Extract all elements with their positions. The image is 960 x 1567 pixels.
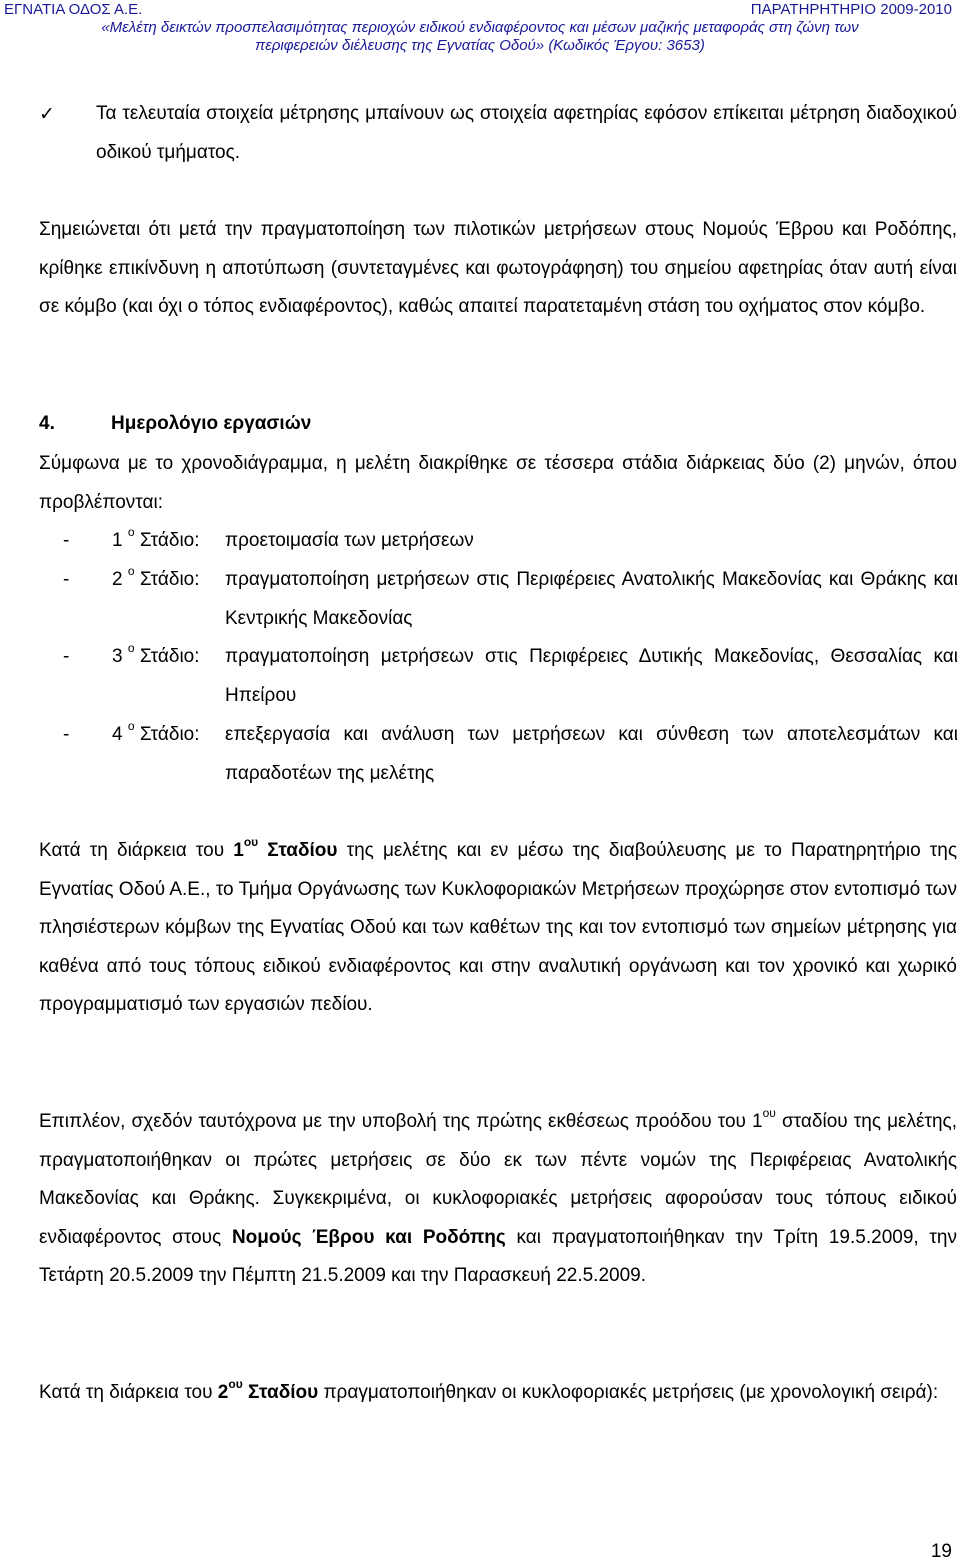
stage-description: πραγματοποίηση μετρήσεων στις Περιφέρειες Ανατολικής Μακεδονίας και Θράκης και Κεντρικής Μακεδονίας <box>225 569 958 629</box>
note-text: Σημειώνεται ότι μετά την πραγματοποίηση των πιλοτικών μετρήσεων στους Νομούς Έβρου και Ροδόπης, κρίθηκε επικίνδυνη η αποτύπωση (συντεταγμένες και φωτογράφηση) του σημείου αφετηρίας όταν αυτή είναι σε κόμβο (και όχι ο τόπος ενδιαφέροντος), καθώς απαιτεί παρατεταμένη στάση του οχήματος στον κόμβο. <box>39 219 957 317</box>
stage2-text: Κατά τη διάρκεια του $2^{o\upsilon}$ Σταδίου πραγματοποιήθηκαν οι κυκλοφοριακές μετρήσεις (με χρονολογική σειρά): <box>39 1376 939 1403</box>
stage-description: πραγματοποίηση μετρήσεων στις Περιφέρειες Δυτικής Μακεδονίας, Θεσσαλίας και Ηπείρου <box>225 646 958 706</box>
stage-word: Στάδιο: <box>139 646 200 667</box>
stage2-bold: $2^{o\upsilon}$ Σταδίου <box>217 1376 319 1403</box>
page-number: 19 <box>930 1541 952 1562</box>
stage-number: 1 <box>112 530 123 551</box>
header-organization: ΕΓΝΑΤΙΑ ΟΔΟΣ Α.Ε. <box>4 1 143 18</box>
stage-word: Στάδιο: <box>139 569 200 590</box>
stage-description: επεξεργασία και ανάλυση των μετρήσεων και σύνθεση των αποτελεσμάτων και παραδοτέων της μελέτης <box>225 724 958 784</box>
section-number: 4. <box>39 413 55 434</box>
stage-ordinal: ο <box>127 718 135 733</box>
bullet-text: Τα τελευταία στοιχεία μέτρησης μπαίνουν ως στοιχεία αφετηρίας εφόσον επίκειται μέτρηση διαδοχικού οδικού τμήματος. <box>96 103 957 163</box>
stage-word: Στάδιο: <box>139 530 200 551</box>
stage-number: 4 <box>112 724 123 745</box>
list-dash: - <box>63 530 70 551</box>
stage1-text: Κατά τη διάρκεια του $1^{o\upsilon}$ Σταδίου της μελέτης και εν μέσω της διαβούλευσης με το Παρατηρητήριο της Εγνατίας Οδού Α.Ε., το Τμήμα Οργάνωσης των Κυκλοφοριακών Μετρήσεων προχώρησε στον εντοπισμό των πλησιέστερων κόμβων της Εγνατίας Οδού και των καθέτων της και τον εντοπισμό των σημείων μέτρησης για καθένα από τους τόπους ειδικού ενδιαφέροντος και στην αναλυτική οργάνωση και τον χρονικό και χωρικό προγραμματισμό των εργασιών πεδίου. <box>39 834 958 1015</box>
stage-label <box>112 716 200 755</box>
stage-ordinal: ο <box>127 524 135 539</box>
stage-label <box>112 522 200 561</box>
list-dash: - <box>63 724 70 745</box>
intro-text: Σύμφωνα με το χρονοδιάγραμμα, η μελέτη διακρίθηκε σε τέσσερα στάδια διάρκειας δύο (2) μηνών, όπου προβλέπονται: <box>39 453 957 513</box>
page-header <box>0 0 960 58</box>
measurements-paragraph <box>39 1103 957 1296</box>
header-observatory: ΠΑΡΑΤΗΡΗΤΗΡΙΟ 2009-2010 <box>750 1 952 18</box>
stage1-paragraph <box>39 832 957 1025</box>
prefectures-bold: Νομούς Έβρου και Ροδόπης <box>231 1226 506 1248</box>
bullet-marker-icon: ✓ <box>39 103 55 125</box>
stage-label <box>112 638 200 677</box>
section-title: Ημερολόγιο εργασιών <box>111 413 312 434</box>
list-dash: - <box>63 569 70 590</box>
intro-paragraph <box>39 445 957 522</box>
stage-number: 2 <box>112 569 123 590</box>
header-project-title-line1: «Μελέτη δεικτών προσπελασιμότητας περιοχών ειδικού ενδιαφέροντος και μέσων μαζικής μεταφοράς στη ζώνη των <box>101 19 859 36</box>
stage1-bold: $1^{o\upsilon}$ Σταδίου <box>233 834 338 861</box>
header-project-title-line2: περιφερειών διέλευσης της Εγνατίας Οδού» (Κωδικός Έργου: 3653) <box>255 37 705 54</box>
stage-ordinal: ο <box>127 640 135 655</box>
bullet-item <box>39 95 957 172</box>
stage-description: προετοιμασία των μετρήσεων <box>225 530 474 551</box>
stage-number: 3 <box>112 646 123 667</box>
list-dash: - <box>63 646 70 667</box>
stage-ordinal: ο <box>127 563 135 578</box>
note-paragraph <box>39 211 957 327</box>
measurements-text: Επιπλέον, σχεδόν ταυτόχρονα με την υποβολή της πρώτης εκθέσεως προόδου του $1^{o\upsilon}$ σταδίου της μελέτης, πραγματοποιήθηκαν οι πρώτες μετρήσεις σε δύο εκ των πέντε νομών της Περιφέρειας Ανατολικής Μακεδονίας και Θράκης. Συγκεκριμένα, οι κυκλοφοριακές μετρήσεις αφορούσαν τους τόπους ειδικού ενδιαφέροντος στους Νομούς Έβρου και Ροδόπης και πραγματοποιήθηκαν την Τρίτη 19.5.2009, την Τετάρτη 20.5.2009 την Πέμπτη 21.5.2009 και την Παρασκευή 22.5.2009. <box>39 1105 957 1286</box>
stage-label <box>112 561 200 600</box>
section-heading <box>39 409 311 439</box>
stage-word: Στάδιο: <box>139 724 200 745</box>
stage2-paragraph <box>39 1374 957 1413</box>
